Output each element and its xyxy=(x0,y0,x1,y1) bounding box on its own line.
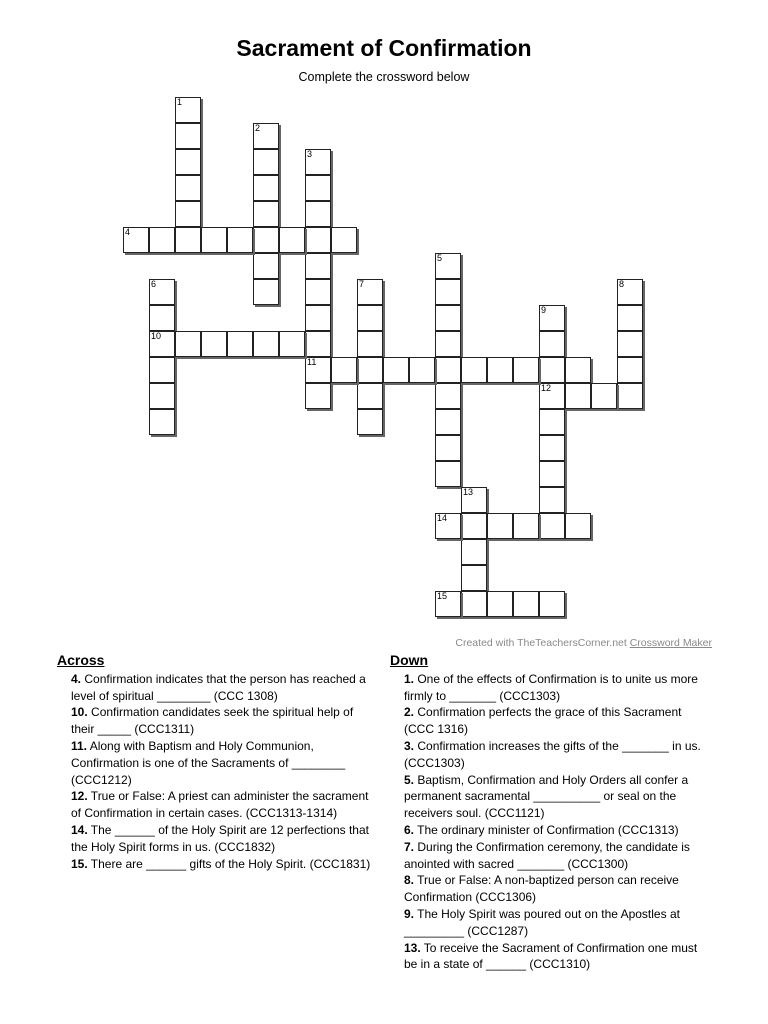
cell-number: 10 xyxy=(151,331,162,341)
crossword-cell[interactable] xyxy=(461,487,487,513)
crossword-cell[interactable] xyxy=(149,409,175,435)
clue-number: 3. xyxy=(404,738,415,753)
cell-number: 1 xyxy=(177,97,183,107)
clue-text: True or False: A non-baptized person can receive Confirmation (CCC1306) xyxy=(404,873,679,905)
crossword-cell[interactable] xyxy=(305,279,331,305)
down-heading: Down xyxy=(390,652,429,668)
crossword-cell[interactable] xyxy=(565,383,591,409)
crossword-cell[interactable] xyxy=(539,383,565,409)
crossword-cell[interactable] xyxy=(149,227,175,253)
crossword-cell[interactable] xyxy=(435,591,461,617)
across-clue xyxy=(57,788,377,822)
clue-text: During the Confirmation ceremony, the candidate is anointed with sacred _______ (CCC1300) xyxy=(404,839,690,871)
crossword-cell[interactable] xyxy=(357,409,383,435)
cell-number: 2 xyxy=(255,123,261,133)
crossword-cell[interactable] xyxy=(409,357,435,383)
crossword-cell[interactable] xyxy=(357,305,383,331)
clue-number: 1. xyxy=(404,671,415,686)
crossword-cell[interactable] xyxy=(357,357,383,383)
cell-number: 8 xyxy=(619,279,625,289)
cell-number: 3 xyxy=(307,149,313,159)
down-clue xyxy=(390,671,708,705)
crossword-cell[interactable] xyxy=(539,513,565,539)
across-clue xyxy=(57,856,377,873)
crossword-cell[interactable] xyxy=(175,149,201,175)
crossword-cell[interactable] xyxy=(253,201,279,227)
crossword-cell[interactable] xyxy=(175,97,201,123)
crossword-cell[interactable] xyxy=(513,357,539,383)
crossword-cell[interactable] xyxy=(461,591,487,617)
down-clue xyxy=(390,872,708,906)
crossword-cell[interactable] xyxy=(435,305,461,331)
crossword-cell[interactable] xyxy=(435,357,461,383)
crossword-cell[interactable] xyxy=(201,331,227,357)
crossword-cell[interactable] xyxy=(357,279,383,305)
crossword-cell[interactable] xyxy=(253,123,279,149)
clue-number: 12. xyxy=(71,789,88,804)
crossword-cell[interactable] xyxy=(149,305,175,331)
crossword-cell[interactable] xyxy=(175,201,201,227)
clue-text: Confirmation candidates seek the spiritual help of their _____ (CCC1311) xyxy=(71,705,354,737)
crossword-cell[interactable] xyxy=(305,383,331,409)
crossword-cell[interactable] xyxy=(435,513,461,539)
clue-text: Confirmation indicates that the person has reached a level of spiritual ________ (CCC 1308) xyxy=(71,671,366,703)
clue-number: 8. xyxy=(404,873,415,888)
crossword-cell[interactable] xyxy=(487,513,513,539)
down-clue xyxy=(390,738,708,772)
crossword-cell[interactable] xyxy=(591,383,617,409)
down-clues xyxy=(390,652,708,973)
crossword-cell[interactable] xyxy=(253,253,279,279)
clue-number: 5. xyxy=(404,772,415,787)
clue-text: Baptism, Confirmation and Holy Orders all confer a permanent sacramental __________ or seal on the receivers soul. (CCC1121) xyxy=(404,772,689,821)
crossword-cell[interactable] xyxy=(487,357,513,383)
clue-text: Confirmation increases the gifts of the _______ in us. (CCC1303) xyxy=(404,738,701,770)
crossword-cell[interactable] xyxy=(539,357,565,383)
clue-text: Along with Baptism and Holy Communion, Confirmation is one of the Sacraments of ________ (CCC1212) xyxy=(71,738,346,787)
crossword-cell[interactable] xyxy=(201,227,227,253)
across-clues xyxy=(57,652,377,872)
clue-text: One of the effects of Confirmation is to unite us more firmly to _______ (CCC1303) xyxy=(404,671,698,703)
crossword-cell[interactable] xyxy=(305,149,331,175)
crossword-cell[interactable] xyxy=(435,383,461,409)
crossword-cell[interactable] xyxy=(331,227,357,253)
crossword-cell[interactable] xyxy=(279,227,305,253)
crossword-cell[interactable] xyxy=(435,461,461,487)
crossword-cell[interactable] xyxy=(435,253,461,279)
clue-text: The ______ of the Holy Spirit are 12 perfections that the Holy Spirit forms in us. (CCC1832) xyxy=(71,822,369,854)
crossword-cell[interactable] xyxy=(539,331,565,357)
clue-text: The ordinary minister of Confirmation (CCC1313) xyxy=(414,822,679,837)
cell-number: 12 xyxy=(541,383,552,393)
crossword-cell[interactable] xyxy=(253,227,279,253)
crossword-cell[interactable] xyxy=(617,357,643,383)
down-clue xyxy=(390,906,708,940)
clue-number: 14. xyxy=(71,822,88,837)
crossword-cell[interactable] xyxy=(539,591,565,617)
crossword-cell[interactable] xyxy=(331,357,357,383)
crossword-cell[interactable] xyxy=(435,435,461,461)
clue-number: 13. xyxy=(404,940,421,955)
crossword-cell[interactable] xyxy=(227,227,253,253)
down-clue xyxy=(390,940,708,974)
crossword-cell[interactable] xyxy=(487,591,513,617)
cell-number: 15 xyxy=(437,591,448,601)
crossword-cell[interactable] xyxy=(253,331,279,357)
cell-number: 4 xyxy=(125,227,131,237)
crossword-cell[interactable] xyxy=(305,253,331,279)
crossword-cell[interactable] xyxy=(253,149,279,175)
crossword-cell[interactable] xyxy=(305,331,331,357)
crossword-cell[interactable] xyxy=(461,357,487,383)
crossword-cell[interactable] xyxy=(565,357,591,383)
clue-text: True or False: A priest can administer the sacrament of Confirmation in certain cases. (CCC1313-1314) xyxy=(71,789,369,821)
clue-number: 2. xyxy=(404,705,415,720)
down-clue xyxy=(390,772,708,822)
crossword-cell[interactable] xyxy=(539,487,565,513)
crossword-cell[interactable] xyxy=(539,461,565,487)
across-heading: Across xyxy=(57,652,105,668)
cell-number: 7 xyxy=(359,279,365,289)
down-clue xyxy=(390,822,708,839)
crossword-cell[interactable] xyxy=(461,539,487,565)
crossword-cell[interactable] xyxy=(539,409,565,435)
clue-text: Confirmation perfects the grace of this Sacrament (CCC 1316) xyxy=(404,705,682,737)
crossword-cell[interactable] xyxy=(305,175,331,201)
crossword-cell[interactable] xyxy=(149,279,175,305)
page-subtitle: Complete the crossword below xyxy=(298,70,470,84)
crossword-cell[interactable] xyxy=(435,331,461,357)
across-clue xyxy=(57,671,377,705)
crossword-cell[interactable] xyxy=(305,227,331,253)
crossword-cell[interactable] xyxy=(175,331,201,357)
crossword-cell[interactable] xyxy=(357,383,383,409)
down-clue xyxy=(390,704,708,738)
clue-text: There are ______ gifts of the Holy Spirit. (CCC1831) xyxy=(87,856,371,871)
crossword-cell[interactable] xyxy=(461,513,487,539)
clue-number: 10. xyxy=(71,705,88,720)
cell-number: 9 xyxy=(541,305,547,315)
crossword-cell[interactable] xyxy=(227,331,253,357)
crossword-cell[interactable] xyxy=(149,357,175,383)
cell-number: 11 xyxy=(307,357,317,367)
crossword-cell[interactable] xyxy=(305,357,331,383)
crossword-cell[interactable] xyxy=(435,279,461,305)
across-clue xyxy=(57,704,377,738)
across-clue-list xyxy=(57,671,377,873)
cell-number: 5 xyxy=(437,253,443,263)
crossword-cell[interactable] xyxy=(305,201,331,227)
across-clue xyxy=(57,822,377,856)
crossword-cell[interactable] xyxy=(383,357,409,383)
clue-text: The Holy Spirit was poured out on the Apostles at _________ (CCC1287) xyxy=(404,906,680,938)
crossword-cell[interactable] xyxy=(513,513,539,539)
crossword-maker-link[interactable]: Crossword Maker xyxy=(629,637,712,649)
page-title: Sacrament of Confirmation xyxy=(236,35,532,61)
clue-number: 11. xyxy=(71,738,88,753)
clue-number: 4. xyxy=(71,671,82,686)
down-clue xyxy=(390,839,708,873)
credit-text: Created with TheTeachersCorner.net xyxy=(455,637,627,649)
across-clue xyxy=(57,738,377,788)
crossword-cell[interactable] xyxy=(253,279,279,305)
crossword-cell[interactable] xyxy=(617,331,643,357)
clue-number: 6. xyxy=(404,822,415,837)
crossword-cell[interactable] xyxy=(175,227,201,253)
cell-number: 6 xyxy=(151,279,157,289)
crossword-cell[interactable] xyxy=(617,383,643,409)
crossword-cell[interactable] xyxy=(149,383,175,409)
crossword-cell[interactable] xyxy=(123,227,149,253)
crossword-cell[interactable] xyxy=(253,175,279,201)
crossword-cell[interactable] xyxy=(617,305,643,331)
crossword-cell[interactable] xyxy=(305,305,331,331)
crossword-cell[interactable] xyxy=(513,591,539,617)
crossword-cell[interactable] xyxy=(279,331,305,357)
crossword-cell[interactable] xyxy=(461,565,487,591)
credit-line xyxy=(455,637,712,649)
crossword-cell[interactable] xyxy=(539,435,565,461)
crossword-cell[interactable] xyxy=(357,331,383,357)
crossword-cell[interactable] xyxy=(617,279,643,305)
clue-text: To receive the Sacrament of Confirmation one must be in a state of ______ (CCC1310) xyxy=(404,940,698,972)
crossword-cell[interactable] xyxy=(175,123,201,149)
crossword-cell[interactable] xyxy=(175,175,201,201)
crossword-cell[interactable] xyxy=(149,331,175,357)
crossword-cell[interactable] xyxy=(539,305,565,331)
clue-number: 15. xyxy=(71,856,88,871)
cell-number: 14 xyxy=(437,513,448,523)
cell-number: 13 xyxy=(463,487,474,497)
down-clue-list xyxy=(390,671,708,973)
clue-number: 7. xyxy=(404,839,415,854)
crossword-cell[interactable] xyxy=(565,513,591,539)
clue-number: 9. xyxy=(404,906,415,921)
crossword-cell[interactable] xyxy=(435,409,461,435)
